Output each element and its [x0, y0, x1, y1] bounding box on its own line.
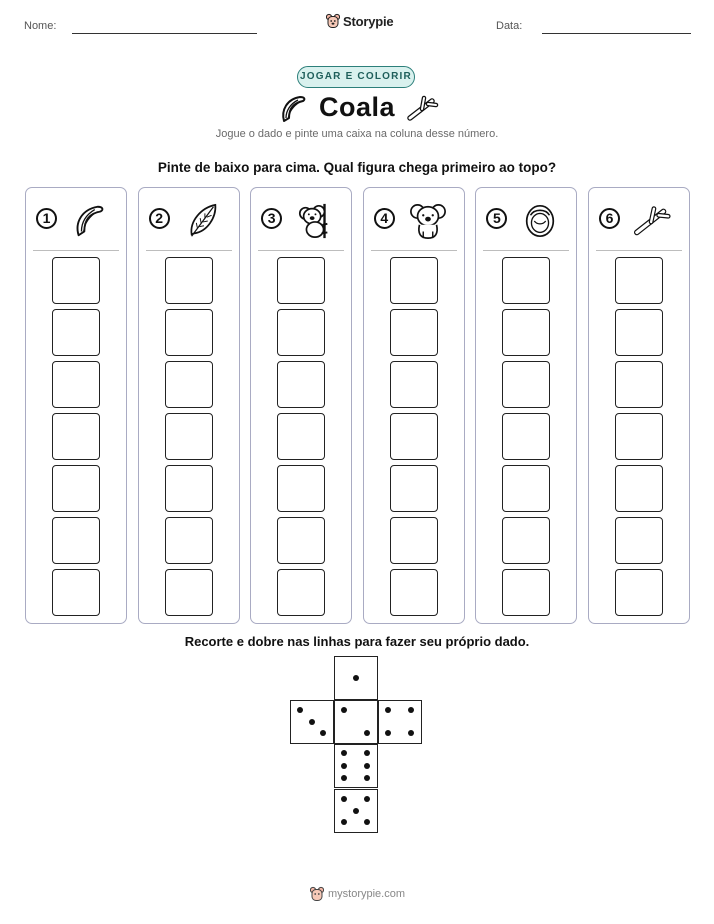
color-box[interactable] — [52, 517, 100, 564]
die-pip — [364, 730, 370, 736]
column-5 — [475, 187, 577, 624]
color-box[interactable] — [615, 309, 663, 356]
columns-grid — [25, 187, 690, 624]
color-box[interactable] — [52, 413, 100, 460]
color-box[interactable] — [502, 569, 550, 616]
color-box[interactable] — [165, 309, 213, 356]
column-divider — [146, 250, 232, 251]
date-label: Data: — [496, 20, 523, 32]
die-pip — [341, 796, 347, 802]
color-box[interactable] — [390, 413, 438, 460]
cut-instruction: Recorte e dobre nas linhas para fazer seu próprio dado. — [184, 634, 530, 649]
color-box[interactable] — [502, 257, 550, 304]
color-box[interactable] — [390, 309, 438, 356]
color-box[interactable] — [277, 413, 325, 460]
die-pip — [364, 796, 370, 802]
color-box[interactable] — [502, 309, 550, 356]
column-header — [139, 202, 239, 240]
storypie-mascot-icon — [326, 13, 340, 29]
date-line[interactable] — [542, 33, 691, 34]
color-box[interactable] — [502, 361, 550, 408]
column-divider — [33, 250, 119, 251]
eucalyptus-leaf-icon — [183, 202, 223, 240]
die-pip — [353, 808, 359, 814]
color-box[interactable] — [165, 257, 213, 304]
color-box[interactable] — [390, 465, 438, 512]
color-box[interactable] — [52, 257, 100, 304]
color-box[interactable] — [615, 413, 663, 460]
column-divider — [483, 250, 569, 251]
color-box[interactable] — [165, 569, 213, 616]
die-pip — [364, 763, 370, 769]
die-face-2 — [334, 700, 378, 744]
die-pip — [385, 707, 391, 713]
footer-url[interactable]: mystorypie.com — [328, 888, 406, 900]
color-box[interactable] — [615, 569, 663, 616]
page-title: Coala — [318, 92, 396, 122]
title-row — [0, 92, 714, 126]
die-pip — [320, 730, 326, 736]
branch-icon — [407, 94, 439, 124]
pouch-icon — [520, 202, 560, 240]
die-pip — [341, 750, 347, 756]
color-box[interactable] — [165, 413, 213, 460]
column-header — [251, 202, 351, 240]
column-1 — [25, 187, 127, 624]
color-box[interactable] — [390, 361, 438, 408]
coloring-instruction: Pinte de baixo para cima. Qual figura chega primeiro ao topo? — [157, 160, 557, 175]
column-header — [589, 202, 689, 240]
page-subtitle: Jogue o dado e pinte uma caixa na coluna desse número. — [215, 128, 499, 140]
die-face-5 — [334, 789, 378, 833]
color-box[interactable] — [502, 413, 550, 460]
die-pip — [364, 819, 370, 825]
column-divider — [371, 250, 457, 251]
column-divider — [596, 250, 682, 251]
color-box[interactable] — [52, 361, 100, 408]
column-header — [476, 202, 576, 240]
die-face-3 — [290, 700, 334, 744]
die-pip — [408, 707, 414, 713]
color-box[interactable] — [277, 361, 325, 408]
column-number: 1 — [36, 208, 57, 229]
column-6 — [588, 187, 690, 624]
column-3 — [250, 187, 352, 624]
color-box[interactable] — [165, 465, 213, 512]
color-box[interactable] — [615, 361, 663, 408]
die-pip — [364, 775, 370, 781]
die-face-6 — [334, 744, 378, 788]
die-pip — [408, 730, 414, 736]
color-box[interactable] — [277, 309, 325, 356]
color-box[interactable] — [52, 309, 100, 356]
color-box[interactable] — [277, 517, 325, 564]
color-box[interactable] — [615, 517, 663, 564]
color-box[interactable] — [615, 465, 663, 512]
color-box[interactable] — [52, 569, 100, 616]
koala-sitting-icon — [408, 202, 448, 240]
column-2 — [138, 187, 240, 624]
column-number: 5 — [486, 208, 507, 229]
column-number: 6 — [599, 208, 620, 229]
color-box[interactable] — [390, 569, 438, 616]
storypie-mascot-icon — [310, 886, 324, 902]
die-pip — [385, 730, 391, 736]
color-box[interactable] — [615, 257, 663, 304]
activity-badge: JOGAR E COLORIR — [297, 66, 415, 88]
color-box[interactable] — [502, 517, 550, 564]
column-number: 2 — [149, 208, 170, 229]
column-divider — [258, 250, 344, 251]
column-number: 4 — [374, 208, 395, 229]
die-face-1 — [334, 656, 378, 700]
column-4 — [363, 187, 465, 624]
die-face-4 — [378, 700, 422, 744]
column-header — [26, 202, 126, 240]
color-box[interactable] — [390, 257, 438, 304]
name-label: Nome: — [24, 20, 57, 32]
brand-name: Storypie — [343, 13, 394, 29]
die-pip — [341, 707, 347, 713]
color-box[interactable] — [165, 361, 213, 408]
koala-climbing-icon — [295, 202, 335, 240]
color-box[interactable] — [390, 517, 438, 564]
brand-logo — [326, 13, 393, 29]
die-pip — [309, 719, 315, 725]
color-box[interactable] — [277, 257, 325, 304]
color-box[interactable] — [277, 569, 325, 616]
color-box[interactable] — [52, 465, 100, 512]
color-box[interactable] — [502, 465, 550, 512]
die-pip — [297, 707, 303, 713]
column-header — [364, 202, 464, 240]
color-box[interactable] — [277, 465, 325, 512]
color-box[interactable] — [165, 517, 213, 564]
claw-icon — [70, 202, 110, 240]
column-number: 3 — [261, 208, 282, 229]
die-pip — [341, 763, 347, 769]
die-pip — [341, 819, 347, 825]
die-pip — [364, 750, 370, 756]
branch-icon — [633, 202, 673, 240]
name-line[interactable] — [72, 33, 257, 34]
die-pip — [341, 775, 347, 781]
die-pip — [353, 675, 359, 681]
footer — [310, 886, 405, 902]
